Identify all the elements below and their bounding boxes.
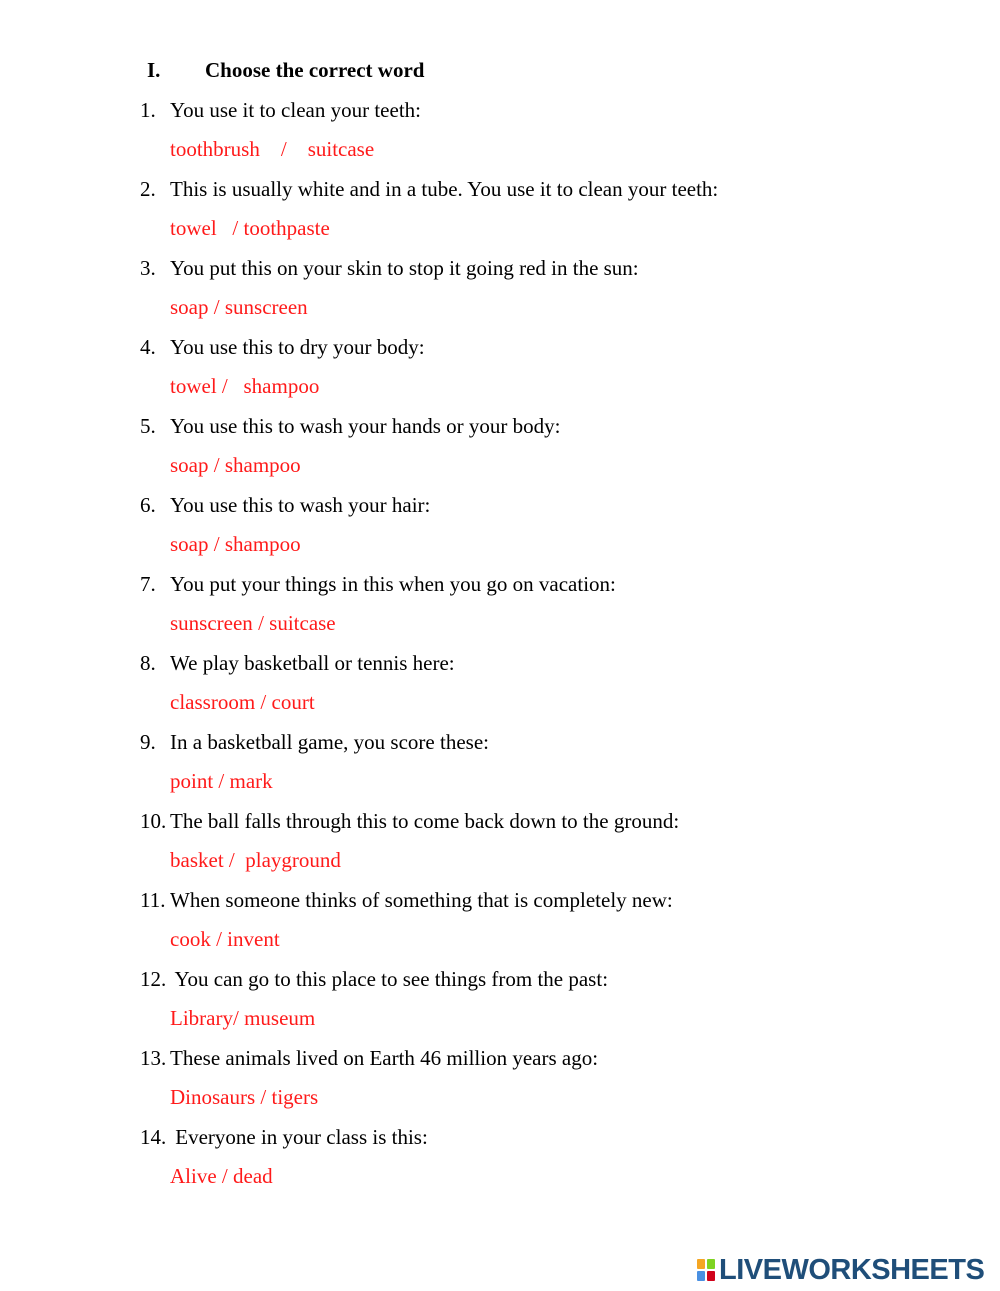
question-item (140, 253, 960, 332)
logo-block (697, 1259, 705, 1269)
question-text: Everyone in your class is this: (170, 1125, 428, 1149)
choice-option-a[interactable]: cook (170, 927, 211, 951)
question-item (140, 1043, 960, 1122)
answer-choices (140, 1082, 960, 1122)
choice-separator: / (255, 1085, 272, 1109)
choice-option-b[interactable]: invent (227, 927, 280, 951)
question-line (140, 569, 960, 608)
question-number: 9. (140, 730, 156, 754)
question-line (140, 885, 960, 924)
choice-option-a[interactable]: Library (170, 1006, 233, 1030)
choice-option-b[interactable]: court (271, 690, 315, 714)
answer-choices (140, 134, 960, 174)
question-line (140, 1043, 960, 1082)
question-number: 11. (140, 888, 166, 912)
question-line (140, 490, 960, 529)
question-number: 14. (140, 1125, 167, 1149)
choice-option-a[interactable]: toothbrush (170, 137, 260, 161)
question-text: You put your things in this when you go on vacation: (170, 572, 616, 596)
question-item (140, 648, 960, 727)
choice-option-a[interactable]: soap (170, 532, 209, 556)
question-number: 10. (140, 809, 167, 833)
question-list (140, 95, 960, 1201)
section-title: Choose the correct word (205, 58, 425, 82)
choice-option-b[interactable]: suitcase (307, 137, 375, 161)
choice-option-a[interactable]: basket (170, 848, 224, 872)
question-line (140, 727, 960, 766)
answer-choices (140, 292, 960, 332)
choice-option-b[interactable]: playground (245, 848, 341, 872)
question-item (140, 727, 960, 806)
question-text: You put this on your skin to stop it going red in the sun: (170, 256, 639, 280)
question-text: In a basketball game, you score these: (170, 730, 489, 754)
answer-choices (140, 687, 960, 727)
logo-blocks-icon (697, 1259, 715, 1281)
question-item (140, 1122, 960, 1201)
choice-separator: / (252, 611, 270, 635)
choice-option-b[interactable]: dead (233, 1164, 273, 1188)
answer-choices (140, 450, 960, 490)
answer-choices (140, 371, 960, 411)
choice-separator: / (259, 137, 308, 161)
choice-separator: / (216, 1164, 233, 1188)
answer-choices (140, 924, 960, 964)
choice-separator: / (232, 1006, 245, 1030)
choice-option-b[interactable]: mark (229, 769, 273, 793)
question-line (140, 806, 960, 845)
section-heading (147, 58, 424, 83)
choice-option-b[interactable]: shampoo (224, 453, 301, 477)
question-item (140, 332, 960, 411)
answer-choices (140, 766, 960, 806)
choice-option-b[interactable]: toothpaste (243, 216, 330, 240)
choice-separator: / (208, 453, 225, 477)
question-text: You use it to clean your teeth: (170, 98, 421, 122)
answer-choices (140, 845, 960, 885)
question-line (140, 174, 960, 213)
question-text: You use this to wash your hands or your body: (170, 414, 561, 438)
question-item (140, 174, 960, 253)
choice-separator: / (216, 374, 244, 398)
answer-choices (140, 1161, 960, 1201)
question-text: When someone thinks of something that is completely new: (170, 888, 673, 912)
question-line (140, 95, 960, 134)
logo-block (697, 1271, 705, 1281)
question-text: This is usually white and in a tube. You use it to clean your teeth: (170, 177, 719, 201)
choice-separator: / (213, 769, 230, 793)
logo-text: LIVEWORKSHEETS (719, 1253, 985, 1286)
choice-separator: / (216, 216, 244, 240)
question-text: You can go to this place to see things from the past: (170, 967, 609, 991)
choice-option-b[interactable]: shampoo (224, 532, 301, 556)
choice-option-b[interactable]: sunscreen (224, 295, 308, 319)
choice-option-a[interactable]: Dinosaurs (170, 1085, 256, 1109)
logo-block (707, 1259, 715, 1269)
question-line (140, 332, 960, 371)
choice-option-a[interactable]: soap (170, 453, 209, 477)
question-line (140, 411, 960, 450)
question-number: 13. (140, 1046, 167, 1070)
answer-choices (140, 213, 960, 253)
liveworksheets-logo (697, 1253, 984, 1287)
question-item (140, 806, 960, 885)
answer-choices (140, 529, 960, 569)
question-number: 6. (140, 493, 156, 517)
choice-separator: / (208, 532, 225, 556)
choice-separator: / (208, 295, 225, 319)
answer-choices (140, 608, 960, 648)
question-text: You use this to wash your hair: (170, 493, 431, 517)
question-item (140, 964, 960, 1043)
answer-choices (140, 1003, 960, 1043)
choice-option-b[interactable]: tigers (271, 1085, 319, 1109)
question-line (140, 1122, 960, 1161)
question-text: We play basketball or tennis here: (170, 651, 455, 675)
question-text: These animals lived on Earth 46 million years ago: (170, 1046, 599, 1070)
choice-option-a[interactable]: sunscreen (170, 611, 253, 635)
question-number: 2. (140, 177, 156, 201)
choice-option-b[interactable]: shampoo (243, 374, 320, 398)
question-item (140, 490, 960, 569)
question-text: You use this to dry your body: (170, 335, 425, 359)
choice-option-b[interactable]: suitcase (269, 611, 336, 635)
choice-option-a[interactable]: point (170, 769, 214, 793)
choice-separator: / (223, 848, 246, 872)
question-text: The ball falls through this to come back down to the ground: (170, 809, 680, 833)
choice-option-a[interactable]: classroom (170, 690, 256, 714)
choice-option-b[interactable]: museum (244, 1006, 316, 1030)
choice-option-a[interactable]: towel (170, 374, 217, 398)
question-number: 8. (140, 651, 156, 675)
question-item (140, 569, 960, 648)
question-number: 7. (140, 572, 156, 596)
question-number: 4. (140, 335, 156, 359)
question-line (140, 253, 960, 292)
question-number: 12. (140, 967, 167, 991)
question-line (140, 648, 960, 687)
question-item (140, 411, 960, 490)
choice-option-a[interactable]: soap (170, 295, 209, 319)
question-number: 3. (140, 256, 156, 280)
question-item (140, 885, 960, 964)
question-item (140, 95, 960, 174)
question-number: 1. (140, 98, 156, 122)
section-numeral: I. (147, 58, 161, 82)
choice-separator: / (255, 690, 272, 714)
logo-block (707, 1271, 715, 1281)
choice-separator: / (210, 927, 228, 951)
question-number: 5. (140, 414, 156, 438)
choice-option-a[interactable]: towel (170, 216, 217, 240)
question-line (140, 964, 960, 1003)
choice-option-a[interactable]: Alive (170, 1164, 217, 1188)
